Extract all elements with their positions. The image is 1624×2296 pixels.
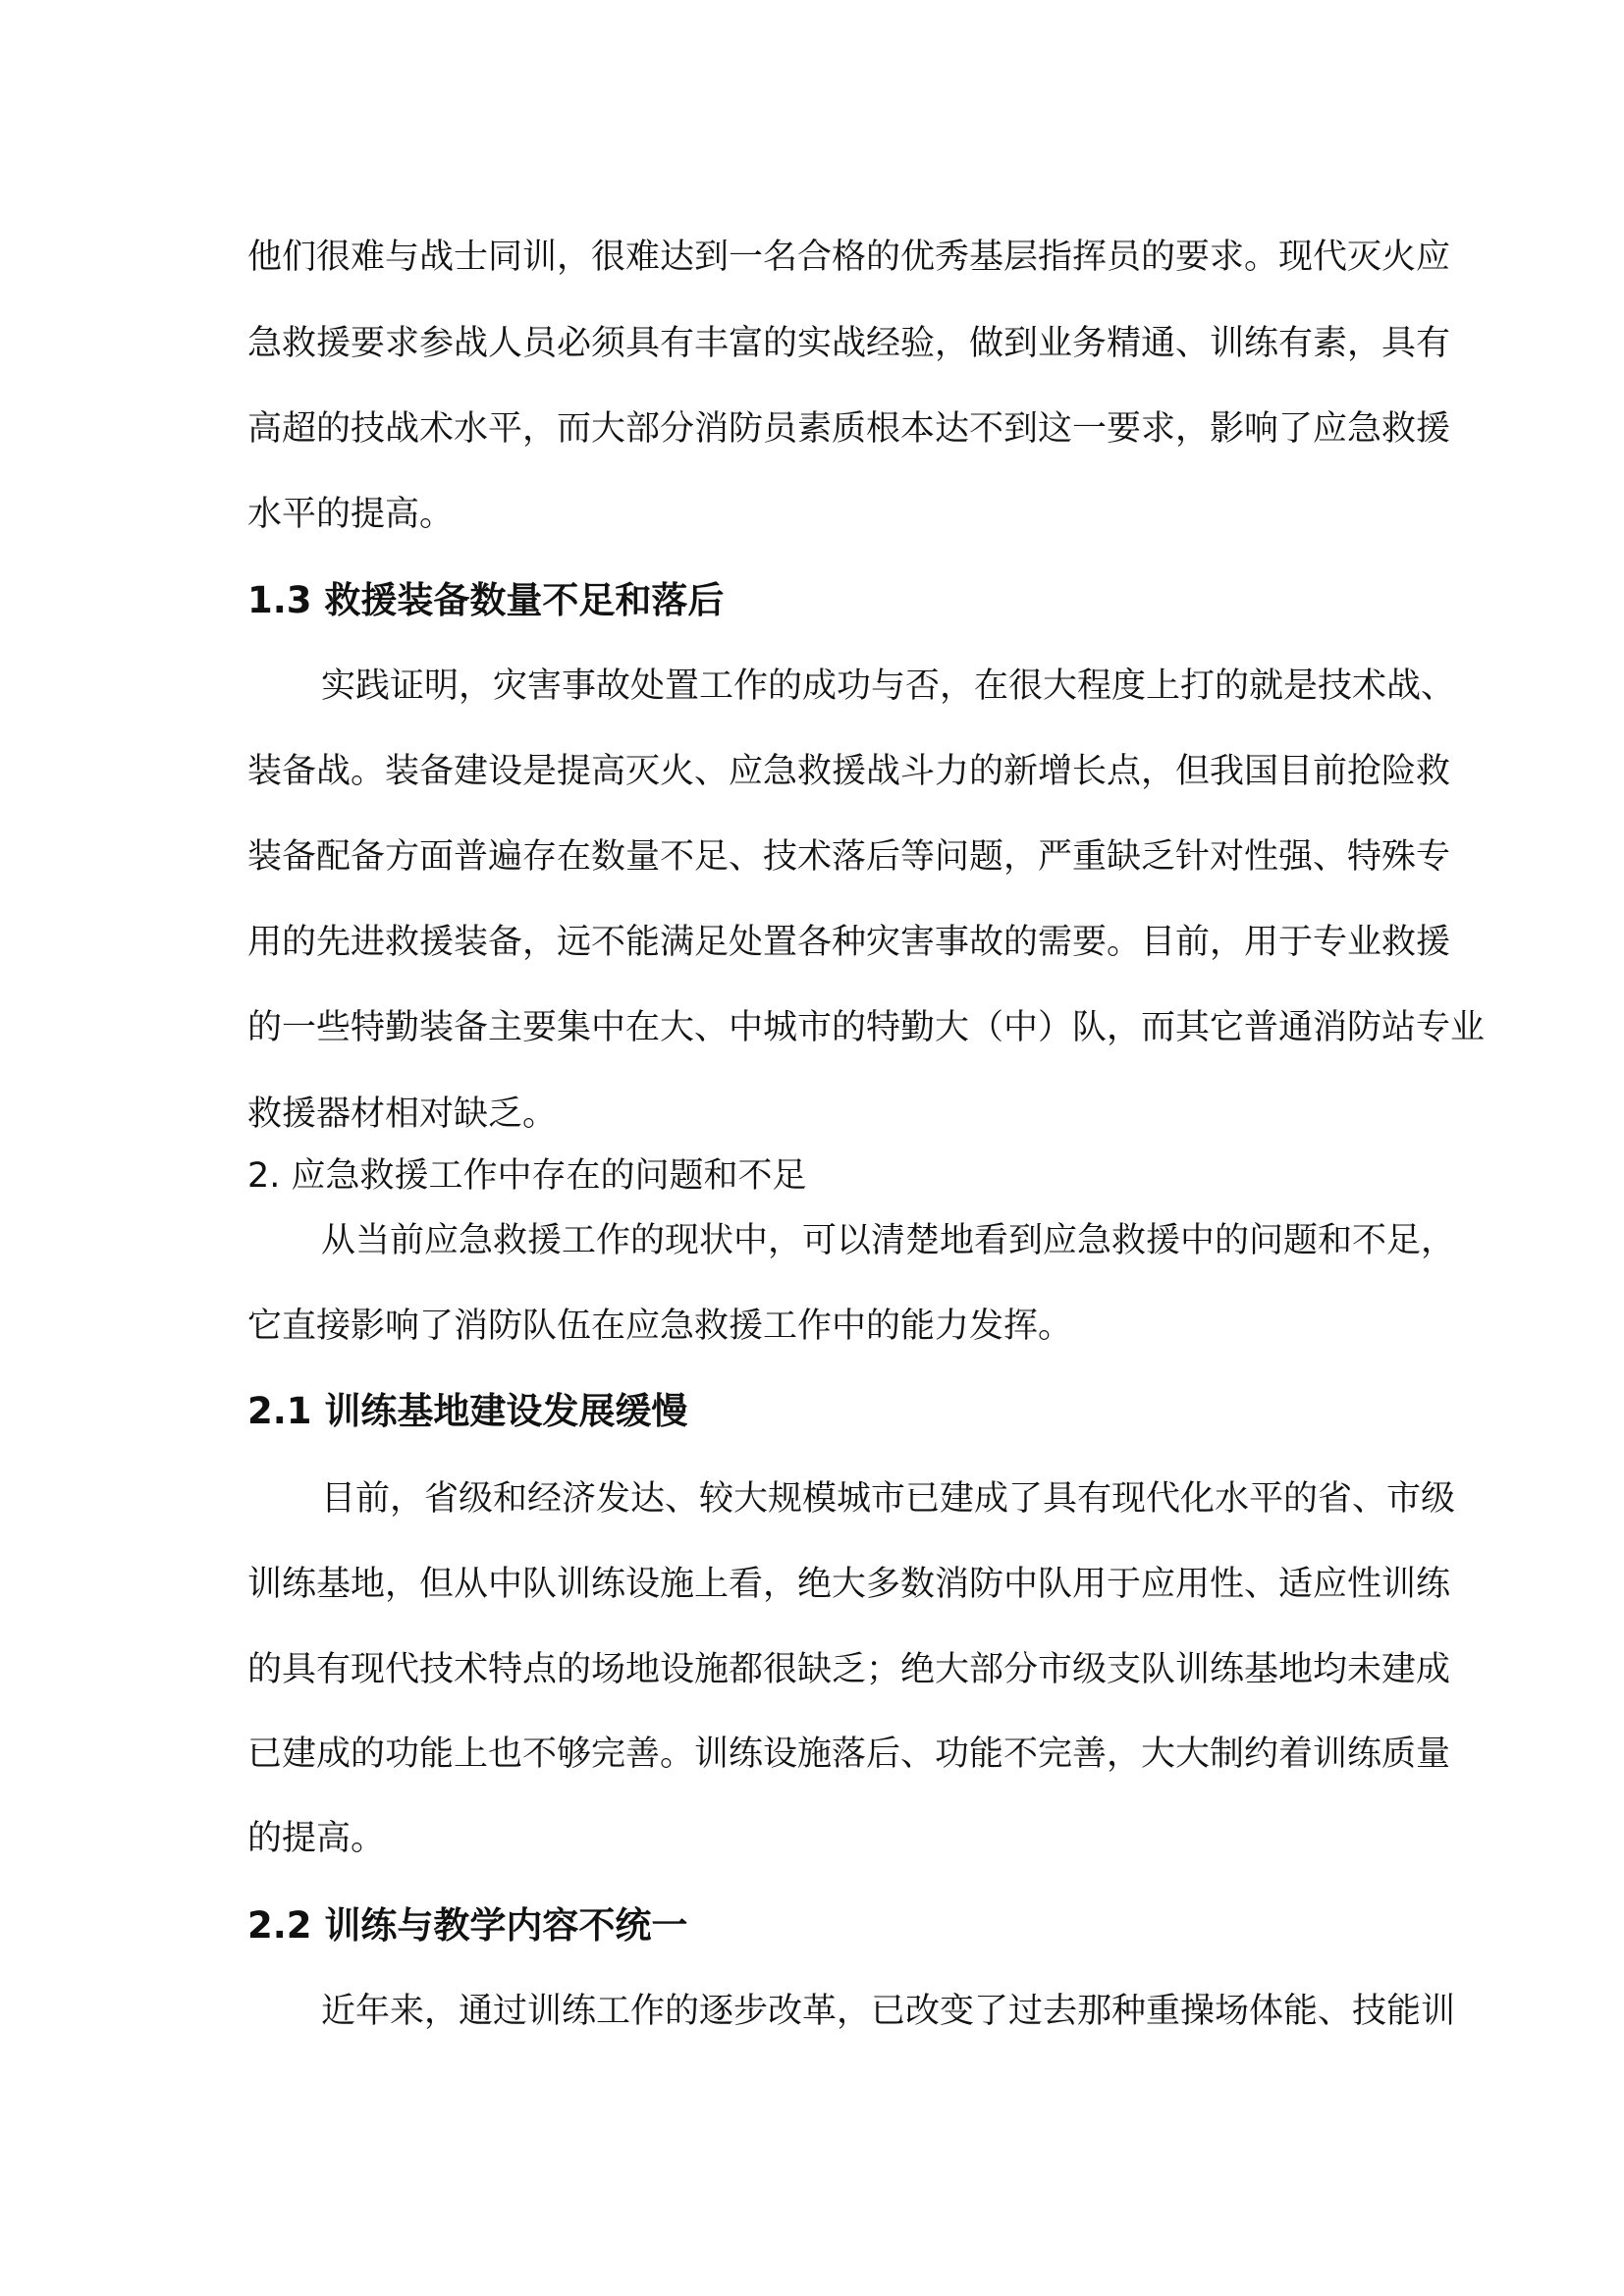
paragraph-line: 水平的提高。	[247, 495, 455, 534]
paragraph-line: 的提高。	[247, 1819, 386, 1858]
paragraph-line: 训练基地，但从中队训练设施上看，绝大多数消防中队用于应用性、适应性训练	[247, 1565, 1451, 1604]
paragraph-line: 他们很难与战士同训，很难达到一名合格的优秀基层指挥员的要求。现代灭火应	[247, 238, 1451, 277]
paragraph-line: 实践证明，灾害事故处置工作的成功与否，在很大程度上打的就是技术战、	[321, 667, 1456, 706]
paragraph-line: 它直接影响了消防队伍在应急救援工作中的能力发挥。	[247, 1307, 1073, 1346]
paragraph-line: 近年来，通过训练工作的逐步改革，已改变了过去那种重操场体能、技能训	[321, 1992, 1456, 2031]
paragraph-line: 高超的技战术水平，而大部分消防员素质根本达不到这一要求，影响了应急救援	[247, 409, 1451, 449]
paragraph-line: 已建成的功能上也不够完善。训练设施落后、功能不完善，大大制约着训练质量	[247, 1735, 1451, 1774]
paragraph-line: 装备配备方面普遍存在数量不足、技术落后等问题，严重缺乏针对性强、特殊专	[247, 837, 1451, 877]
paragraph-line: 急救援要求参战人员必须具有丰富的实战经验，做到业务精通、训练有素，具有	[247, 324, 1451, 363]
paragraph-line: 用的先进救援装备，远不能满足处置各种灾害事故的需要。目前，用于专业救援	[247, 923, 1451, 962]
paragraph-line: 装备战。装备建设是提高灭火、应急救援战斗力的新增长点，但我国目前抢险救	[247, 752, 1451, 791]
paragraph-line: 的具有现代技术特点的场地设施都很缺乏；绝大部分市级支队训练基地均未建成	[247, 1650, 1451, 1689]
paragraph-line: 目前，省级和经济发达、较大规模城市已建成了具有现代化水平的省、市级	[321, 1479, 1456, 1519]
paragraph-line: 救援器材相对缺乏。	[247, 1095, 558, 1134]
section-heading-2: 2. 应急救援工作中存在的问题和不足	[247, 1156, 807, 1196]
section-heading-2-1: 2.1 训练基地建设发展缓慢	[247, 1390, 688, 1432]
section-heading-1-3: 1.3 救援装备数量不足和落后	[247, 579, 725, 621]
section-heading-2-2: 2.2 训练与教学内容不统一	[247, 1904, 688, 1947]
paragraph-line: 的一些特勤装备主要集中在大、中城市的特勤大（中）队，而其它普通消防站专业	[247, 1008, 1486, 1047]
paragraph-line: 从当前应急救援工作的现状中，可以清楚地看到应急救援中的问题和不足，	[321, 1221, 1456, 1260]
